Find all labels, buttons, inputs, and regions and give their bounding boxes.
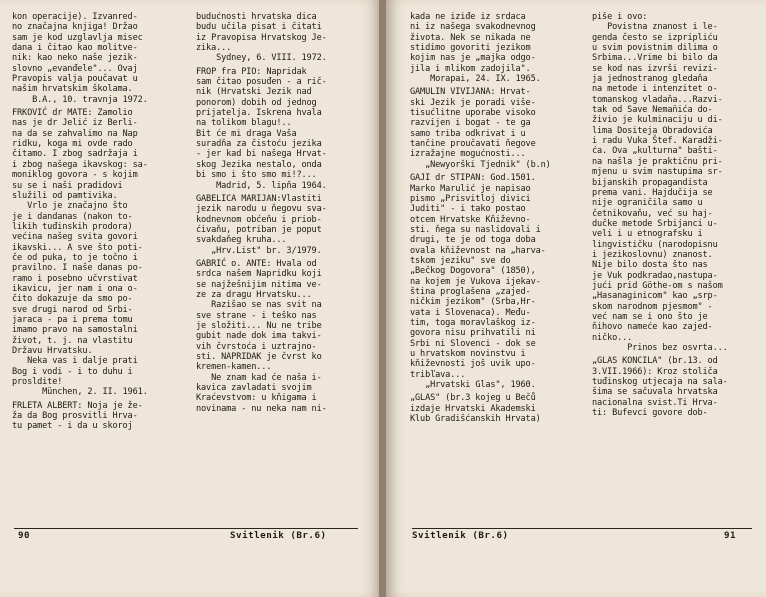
text-line: prijatelja. Iskrena hvala <box>196 108 322 119</box>
text-line: čitamo. I zbog sadržaja i <box>12 149 138 160</box>
text-line: nije ograničila samo u <box>592 198 703 209</box>
text-line: sti. NAPRIDAK je čvrst ko <box>196 352 322 362</box>
text-line: i jezikoslovnu) znanost. <box>592 249 713 260</box>
text-line: Kraćevstvom: u kňigama i <box>196 393 317 404</box>
text-line: svakdaňeg kruha... <box>196 235 287 246</box>
text-line: pismo „Prisvitloj divici <box>410 193 531 204</box>
text-line: veli i u etnografsku i <box>592 229 703 240</box>
text-line: Pravopis valja poučavat u <box>12 74 138 85</box>
text-line: na da se zahvalimo na Nap <box>12 128 138 139</box>
text-line: četnikovaňu, već su haj- <box>592 208 713 219</box>
text-line: Razišao se nas svit na <box>196 300 322 311</box>
text-line: Vrlo je značajno što <box>12 201 128 212</box>
text-line: živio je kulminaciju u di- <box>592 115 723 126</box>
text-line: je i dandanas (nakon to- <box>12 211 133 222</box>
text-line: stidimo govoriti jezikom <box>410 43 531 54</box>
text-line: FRLETA ALBERT: Noja je že- <box>12 400 143 411</box>
text-line: vata i Slovenaca). Među- <box>410 307 531 318</box>
text-line: sve strane - i teško nas <box>196 310 317 321</box>
text-line: ćivaňu, potriban je poput <box>196 224 322 235</box>
text-line: Juditi" - i tako postao <box>410 204 526 215</box>
text-line: i radu Vuka Štef. Karadži- <box>592 136 723 147</box>
text-line: Ne znam kad će naša i- <box>196 372 322 383</box>
text-line: vih čvrstoća i uztrajno- <box>196 341 317 352</box>
text-line: našim hrvatskim školama. <box>12 84 133 95</box>
text-line: već nam se i ono što je <box>592 311 708 322</box>
text-line: ja jednostranog gledaňa <box>592 74 708 85</box>
text-line: zika... <box>196 43 232 54</box>
text-line: su se i naši pradidovi <box>12 180 123 191</box>
text-line: ni iz našega svakodnevnog <box>410 22 536 33</box>
text-line: ramo i posebno učvrstivat <box>12 273 138 284</box>
text-line: GAJI dr STIPAN: God.1501. <box>410 173 536 184</box>
text-line: - jer kad bi našega Hrvat- <box>196 149 327 160</box>
text-line: drugi, te je od toga doba <box>410 235 536 246</box>
text-line: Morapai, 24. IX. 1965. <box>410 74 541 85</box>
text-line: šima se sačuvala hrvatska <box>592 387 718 398</box>
text-line: skom narodnom pjesmom" - <box>592 301 713 312</box>
text-line: srdca našem Napridku koji <box>196 269 322 280</box>
text-line: suradňa za čistoću jezika <box>196 139 322 150</box>
text-line: piše i ovo: <box>592 12 648 22</box>
text-line: Srbi ni Slovenci - dok se <box>410 338 536 349</box>
text-line: GABELICA MARIJAN:Vlastiti <box>196 193 322 204</box>
text-line: ridku, koga mi ovde rado <box>12 139 133 150</box>
text-line: razvijen i bogat - te ga <box>410 118 531 129</box>
text-line: na tolikom blagu!.. <box>196 118 292 129</box>
text-line: Bog i vodi - i to duhu i <box>12 366 133 377</box>
text-line: prema vani. Hajdučija se <box>592 187 713 198</box>
text-line: izdaje Hrvatski Akademski <box>410 403 536 414</box>
text-line: prosldite! <box>12 377 63 388</box>
text-line: je složiti... Nu ne tribe <box>196 320 322 331</box>
text-line: tskom jeziku" sve do <box>410 255 511 266</box>
text-line: na našla je praktičnu pri- <box>592 156 723 167</box>
text-line: izražajne mogućnosti... <box>410 149 526 160</box>
text-line: Marko Marulić je napisao <box>410 183 531 194</box>
text-line: Državu Hrvatsku. <box>12 346 93 356</box>
text-line: ovala kňiževnost na „harva- <box>410 245 546 256</box>
text-line: če od puka, to je točno i <box>12 252 138 263</box>
text-line: kada ne iziđe iz srdaca <box>410 12 526 22</box>
text-line: 3.VII.1966): Kroz stoliča <box>592 366 718 377</box>
text-line: kavica zavladati svojim <box>196 383 312 394</box>
text-line: na kojem je Vukova ijekav- <box>410 276 541 287</box>
text-line: „Hasanaginicom" kao „srp- <box>592 291 718 302</box>
left-page-column-1 <box>12 12 178 527</box>
text-line: ze za dragu Hrvatsku... <box>196 289 312 300</box>
text-line: sam je kod uzglavlja misec <box>12 32 143 43</box>
text-line: tančine proučavati ňegove <box>410 139 536 150</box>
text-line: ikavicu, jer nam i ona o- <box>12 283 138 294</box>
text-line: nas je dr Jelić iz Berli- <box>12 118 138 129</box>
text-line: „Hrv.List" br. 3/1979. <box>196 245 322 256</box>
text-line: Neka vas i dalje prati <box>12 356 138 367</box>
text-line: tisućlitne uporabe visoko <box>410 108 536 119</box>
text-line: Madrid, 5. lipňa 1964. <box>196 180 327 191</box>
text-line: bijanskih propagandista <box>592 177 708 188</box>
text-line: ti: Bufevci govore dob- <box>592 408 708 419</box>
text-line: nik: kao neko naše jezik- <box>12 53 138 64</box>
text-line: imamo pravo na samostalni <box>12 325 138 336</box>
text-line: GAMULIN VIVIJANA: Hrvat- <box>410 87 531 98</box>
text-line: kremen-kamen... <box>196 362 272 373</box>
text-line: gubit nade dok ima takvi- <box>196 331 322 342</box>
text-line: sti. ňega su naslidovali i <box>410 224 541 235</box>
text-line: jući prid Göthe-om s našom <box>592 280 723 291</box>
text-line: tak od Save Neman̈ića do- <box>592 105 713 116</box>
text-line: život, t. j. na vlastitu <box>12 335 133 346</box>
text-line: kňiževnosti još uvik upo- <box>410 359 536 370</box>
text-line: ština proglašena „zajed- <box>410 286 531 297</box>
text-line: budu učila pisat i čitati <box>196 22 322 33</box>
text-line: tribľava... <box>410 369 466 380</box>
text-line: čito dokazuje da smo po- <box>12 294 133 305</box>
text-line: u svim povistnim dilima o <box>592 43 718 54</box>
text-line: Klub Gradišćanskih Hrvata) <box>410 414 541 425</box>
text-line: lima Dositeja Obradovića <box>592 125 713 136</box>
text-line: kodnevnom obćeňu i priob- <box>196 214 322 225</box>
text-line: dučke metode Srbijanci u- <box>592 218 718 229</box>
text-line: jila i mlikom zadojila". <box>410 63 531 74</box>
text-line: nacionalna svist.Ti Hrva- <box>592 397 718 408</box>
text-line: se kod nas izvrši revizi- <box>592 63 718 74</box>
text-line: ća. Ova „kulturna" bašti- <box>592 146 718 157</box>
text-line: „Newyorški Tjednik" (b.n) <box>410 159 551 170</box>
text-line: tu pamet - i da u skoroj <box>12 421 133 432</box>
text-line: ničko... <box>592 332 633 343</box>
text-line: München, 2. II. 1961. <box>12 387 148 398</box>
text-line: jaraca - pa i prema tomu <box>12 314 133 325</box>
text-line: slovno „evanđele"... Ovaj <box>12 63 138 74</box>
text-line: Sydney, 6. VIII. 1972. <box>196 53 327 64</box>
right-page-number: 91 <box>724 530 737 541</box>
left-page-column-2 <box>196 12 362 527</box>
text-line: „Hrvatski Glas", 1960. <box>410 380 536 391</box>
text-line: budućnosti hrvatska dica <box>196 12 317 22</box>
text-line: većina našeg svita govori <box>12 232 138 243</box>
text-line: B.A., 10. travnja 1972. <box>12 94 148 105</box>
text-line: Nije bilo dosta što nas <box>592 260 708 271</box>
right-page-column-2 <box>592 12 758 527</box>
text-line: pravilno. I naše danas po- <box>12 263 143 274</box>
text-line: dana i čitao kao molitve- <box>12 43 138 54</box>
text-line: ikavski... A sve što poti- <box>12 242 143 253</box>
text-line: ski Jezik je poradi više- <box>410 97 536 108</box>
right-page-column-1 <box>410 12 576 527</box>
text-line: ža da Bog prosvitli Hrva- <box>12 411 138 422</box>
text-line: GABRIĆ o. ANTE: Hvala od <box>196 258 317 269</box>
text-line: je Vuk podkradao,nastupa- <box>592 270 718 281</box>
text-line: u hrvatskom novinstvu i <box>410 349 526 359</box>
text-line: moniklog govora - s kojim <box>12 170 138 181</box>
text-line: sam čitao posuđen - a rič- <box>196 77 327 88</box>
left-footer-rule <box>14 528 358 529</box>
text-line: Povistna znanost i le- <box>592 22 718 33</box>
text-line: sve drugi narod od Srbi- <box>12 304 133 315</box>
text-line: tomanskog vladaňa...Razvi- <box>592 94 723 105</box>
text-line: lingvističku (narodopisnu <box>592 239 718 250</box>
text-line: tuđinskog utjecaja na sala- <box>592 377 728 388</box>
text-line: novinama - nu neka nam ni- <box>196 403 327 414</box>
text-line: tim, toga moravlaškog iz- <box>410 317 536 328</box>
text-line: „GLAS KONCILA" (br.13. od <box>592 356 718 367</box>
text-line: se najžešnijim nitima ve- <box>196 279 322 290</box>
text-line: iz Pravopisa Hrvatskog Je- <box>196 32 327 43</box>
text-line: skog Jezika nestalo, onda <box>196 159 322 170</box>
text-line: likih tuđinskih prodora) <box>12 221 133 232</box>
text-line: kojim nas je „majka odgo- <box>410 53 536 64</box>
text-line: i zbog našega ikavskog: sa- <box>12 159 148 170</box>
text-line: mjenu u svim nastupima sr- <box>592 167 723 178</box>
text-line: Srbima...Vrime bi bilo da <box>592 53 718 64</box>
text-line: služili od pamtivika. <box>12 190 118 201</box>
text-line: nik (Hrvatski Jezik nad <box>196 87 312 98</box>
left-running-title: Svitlenik (Br.6) <box>230 530 327 541</box>
text-line: FRKOVIĆ dr MATE: Zamolio <box>12 108 133 119</box>
text-line: na metode i intenzitet o- <box>592 84 718 95</box>
text-line: otcem Hrvatske Kňiževno- <box>410 214 531 225</box>
text-line: Bit će mi draga Vaša <box>196 128 297 139</box>
text-line: genda često se izpripliću <box>592 32 718 43</box>
text-line: kon operacije). Izvanred- <box>12 12 138 22</box>
text-line: „GLAS" (br.3 kojeg u Bečů <box>410 393 536 404</box>
text-line: ňihovo nameće kao zajed- <box>592 322 713 333</box>
text-line: ponorom) dobih od jednog <box>196 97 317 108</box>
text-line: jezik narodu u ňegovu sva- <box>196 204 327 215</box>
text-line: samo triba odkrivat i u <box>410 128 526 139</box>
text-line: bi smo i što smo mi!?... <box>196 170 317 181</box>
text-line: Prinos bez osvrta... <box>592 343 728 353</box>
text-line: govora nisu prihvatili ni <box>410 328 536 339</box>
text-line: no značajna knjiga! Držao <box>12 22 138 33</box>
left-page <box>0 0 381 597</box>
text-line: života. Nek se nikada ne <box>410 32 531 43</box>
right-page <box>386 0 766 597</box>
text-line: FROP fra PIO: Napridak <box>196 66 307 77</box>
text-line: „Bečkog Dogovora" (1850), <box>410 266 536 277</box>
text-line: ničkim jezikom" (Srba,Hr- <box>410 297 536 308</box>
right-footer-rule <box>412 528 752 529</box>
right-running-title: Svitlenik (Br.6) <box>412 530 509 541</box>
left-page-number: 90 <box>18 530 31 541</box>
